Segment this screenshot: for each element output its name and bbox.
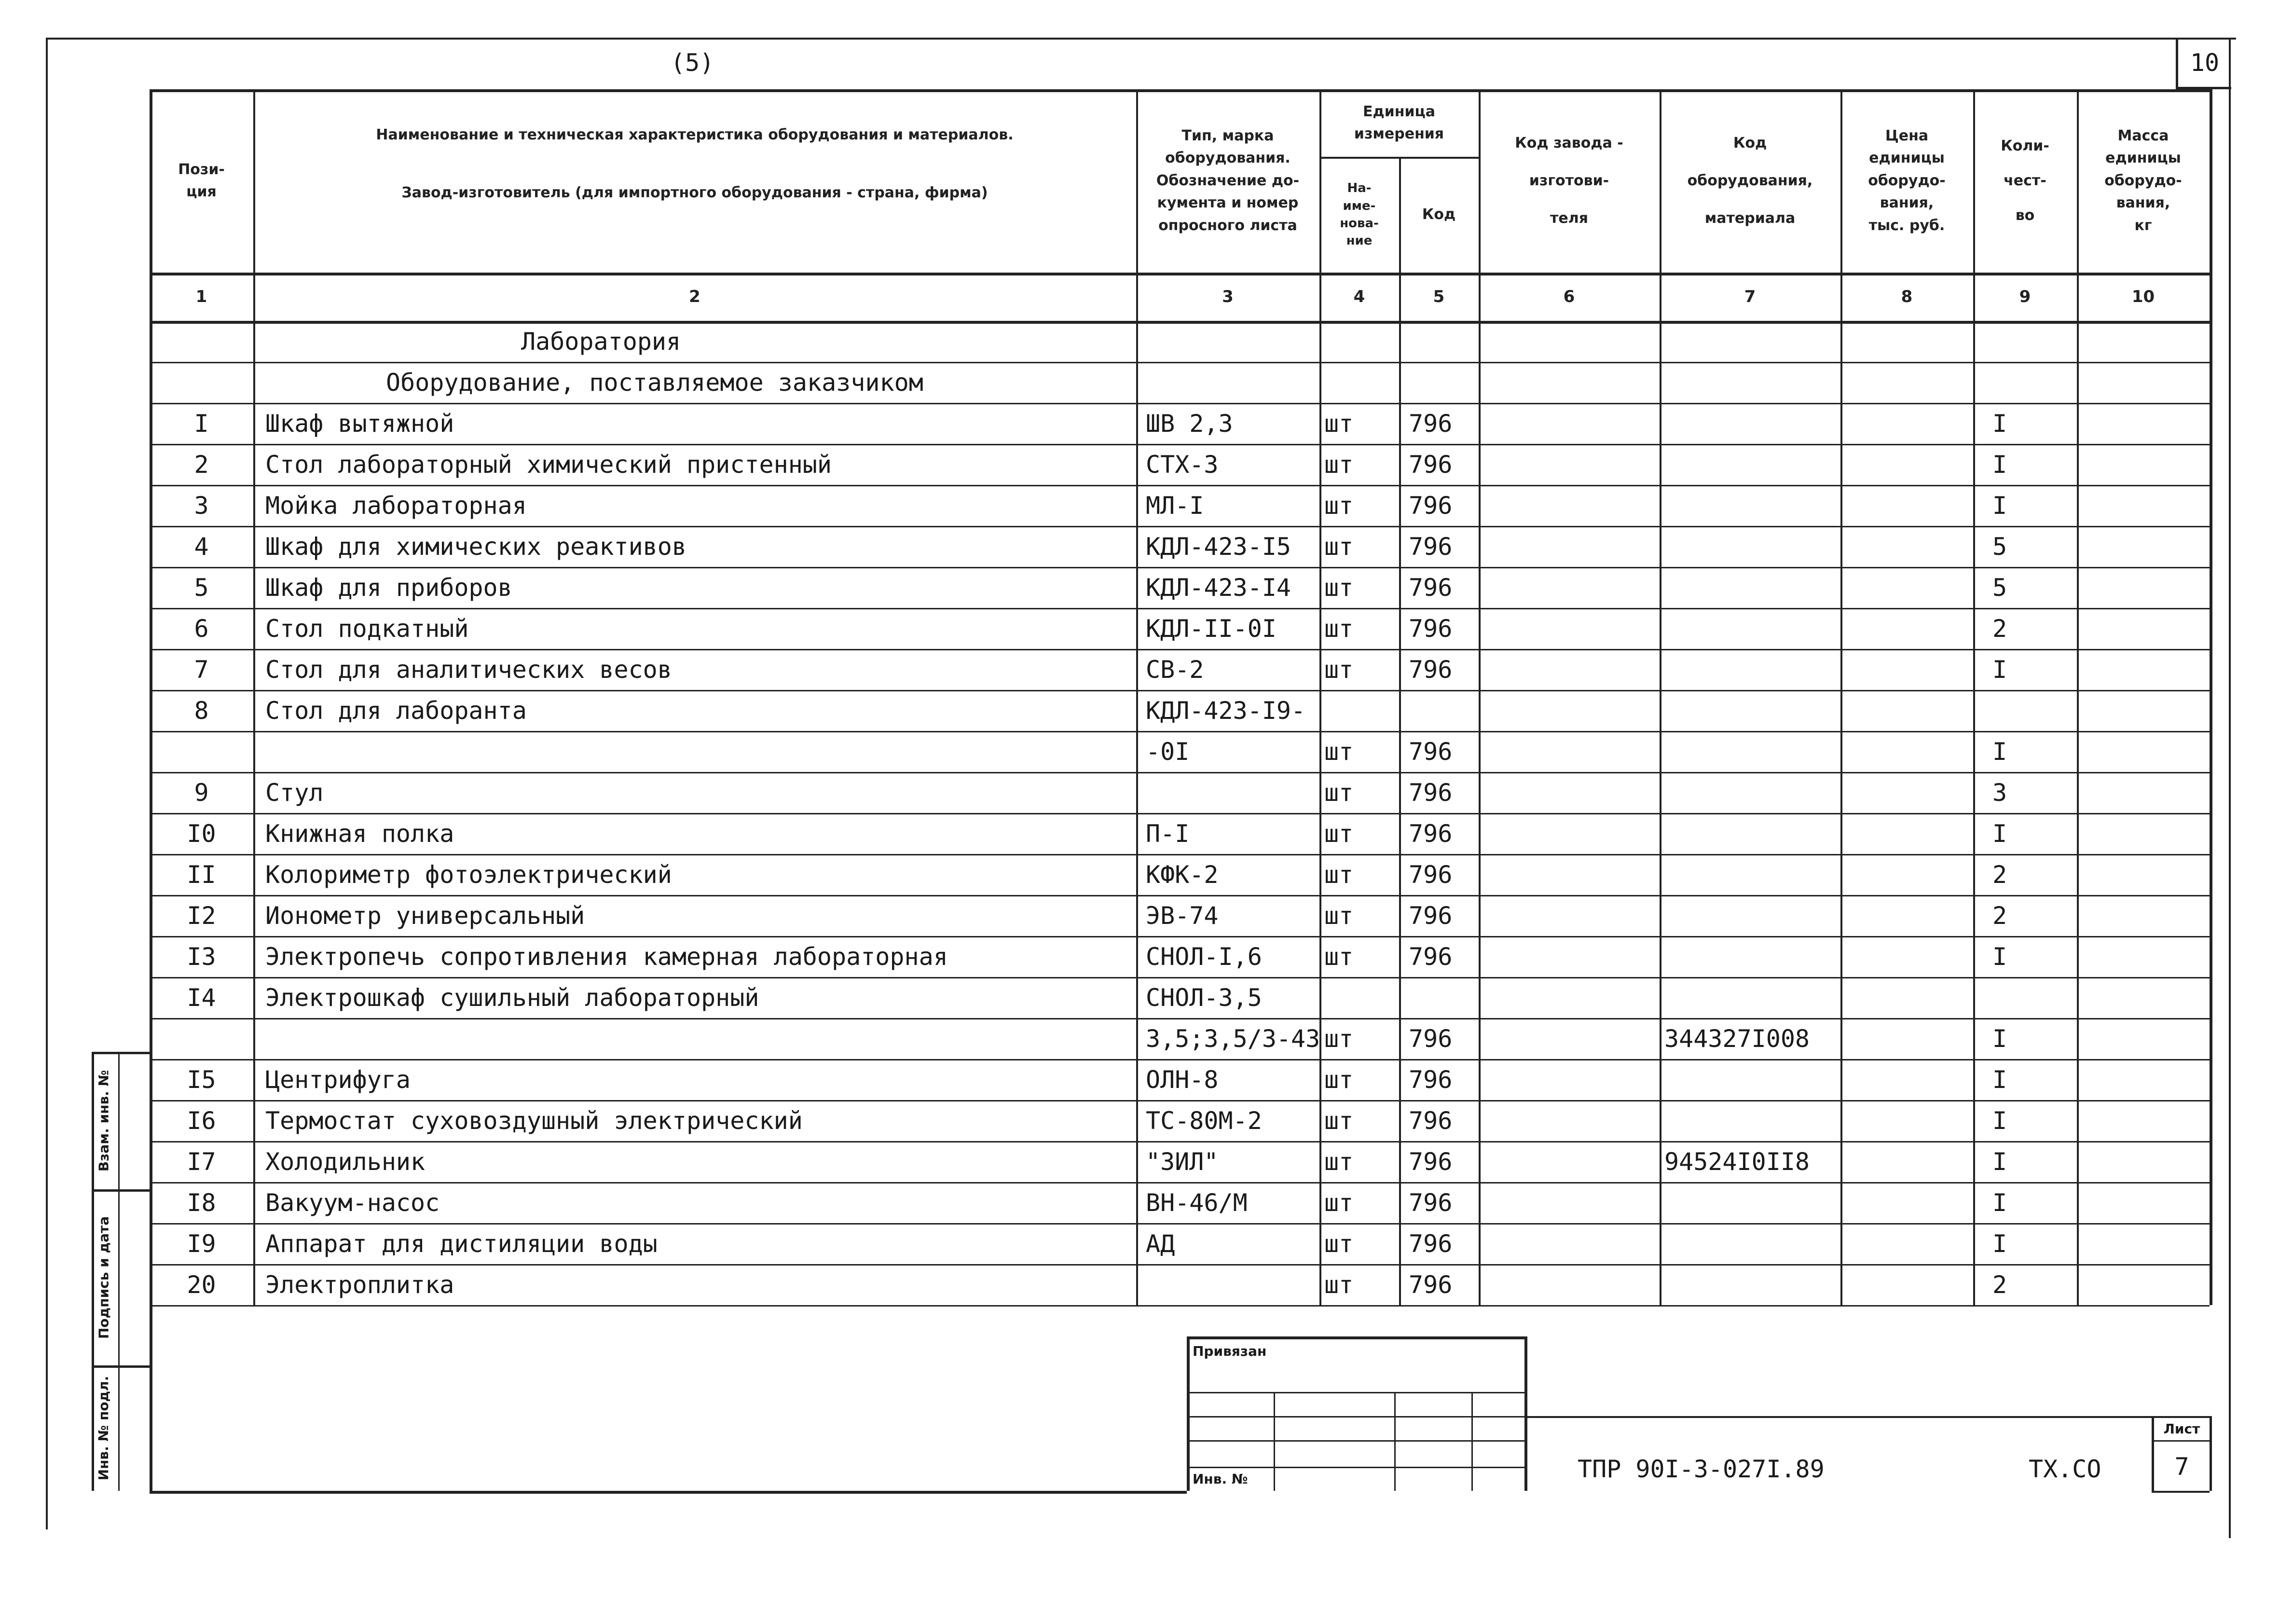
original-inventory-label: Инв. № подл. bbox=[96, 1376, 111, 1481]
row-name: Шкаф для химических реактивов bbox=[265, 532, 686, 561]
row-unit-code: 796 bbox=[1409, 573, 1453, 602]
table-rule bbox=[1187, 1416, 1524, 1418]
header-unit-group: Единица измерения bbox=[1354, 103, 1444, 142]
table-rule bbox=[1399, 157, 1401, 1305]
table-rule bbox=[118, 1365, 120, 1491]
sheet-label: Лист bbox=[2163, 1421, 2200, 1437]
row-name bbox=[265, 1018, 1136, 1059]
row-unit-code: 796 bbox=[1409, 1024, 1453, 1053]
row-quantity: 3 bbox=[1992, 778, 2007, 807]
row-quantity: I bbox=[1992, 491, 2007, 520]
row-position: 6 bbox=[194, 614, 209, 643]
row-unit-code: 796 bbox=[1409, 737, 1453, 766]
row-unit-code: 796 bbox=[1409, 1106, 1453, 1135]
column-number: 3 bbox=[1222, 287, 1234, 306]
row-quantity: 2 bbox=[1992, 901, 2007, 930]
header-mass: Масса единицы оборудо- вания, кг bbox=[2104, 127, 2182, 234]
row-unit-code: 796 bbox=[1409, 1229, 1453, 1258]
row-unit-code: 796 bbox=[1409, 655, 1453, 684]
row-unit-code: 796 bbox=[1409, 614, 1453, 643]
row-name: Холодильник bbox=[265, 1147, 426, 1176]
row-equipment-code bbox=[1664, 444, 1840, 485]
row-unit-code: 796 bbox=[1409, 1065, 1453, 1094]
sheet-value: 7 bbox=[2174, 1453, 2189, 1481]
row-quantity: I bbox=[1992, 819, 2007, 848]
table-rule bbox=[1524, 1416, 2210, 1418]
row-position: 9 bbox=[194, 778, 209, 807]
header-type: Тип, марка оборудования. Обозначение до- кумента и номер опросного листа bbox=[1156, 127, 1300, 234]
row-quantity bbox=[1992, 977, 2077, 1018]
row-equipment-code: 344327I008 bbox=[1664, 1024, 1810, 1053]
row-name: Аппарат для дистиляции воды bbox=[265, 1229, 658, 1258]
row-position: II bbox=[187, 860, 216, 889]
row-name: Вакуум-насос bbox=[265, 1188, 440, 1217]
row-name: Стул bbox=[265, 778, 324, 807]
row-quantity: 5 bbox=[1992, 532, 2007, 561]
row-position: I bbox=[194, 409, 209, 438]
row-type: ЭВ-74 bbox=[1146, 901, 1219, 930]
row-unit: шт bbox=[1324, 860, 1354, 889]
row-unit-code bbox=[1409, 690, 1479, 731]
document-section: ТХ.СО bbox=[2029, 1455, 2101, 1483]
document-code: ТПР 90I-3-027I.89 bbox=[1578, 1455, 1825, 1483]
row-type: "ЗИЛ" bbox=[1146, 1147, 1219, 1176]
row-unit: шт bbox=[1324, 532, 1354, 561]
row-type: КДЛ-423-I5 bbox=[1146, 532, 1291, 561]
row-type: ВН-46/М bbox=[1146, 1188, 1248, 1217]
header-unit-name: На- име- нова- ние bbox=[1340, 181, 1379, 248]
row-unit: шт bbox=[1324, 573, 1354, 602]
header-unit-code: Код bbox=[1422, 206, 1456, 223]
column-number: 8 bbox=[1901, 287, 1913, 306]
row-name: Мойка лабораторная bbox=[265, 491, 527, 520]
row-unit-code: 796 bbox=[1409, 1147, 1453, 1176]
row-type: П-I bbox=[1146, 819, 1190, 848]
table-rule bbox=[2152, 1491, 2210, 1493]
row-type: -0I bbox=[1146, 737, 1190, 766]
row-quantity: I bbox=[1992, 942, 2007, 971]
row-quantity: I bbox=[1992, 1188, 2007, 1217]
row-name: Электропечь сопротивления камерная лабораторная bbox=[265, 942, 948, 971]
row-quantity: I bbox=[1992, 1024, 2007, 1053]
row-name: Центрифуга bbox=[265, 1065, 411, 1094]
table-rule bbox=[1187, 1392, 1524, 1393]
row-unit bbox=[1324, 977, 1399, 1018]
row-position: I4 bbox=[187, 983, 216, 1012]
column-number: 6 bbox=[1563, 287, 1575, 306]
row-equipment-code bbox=[1664, 772, 1840, 813]
row-type: КФК-2 bbox=[1146, 860, 1219, 889]
header-quantity: Коли- чест- во bbox=[2001, 138, 2049, 224]
row-equipment-code bbox=[1664, 1100, 1840, 1141]
row-type: ТС-80М-2 bbox=[1146, 1106, 1262, 1135]
row-position: 5 bbox=[194, 573, 209, 602]
row-unit: шт bbox=[1324, 614, 1354, 643]
row-position: 8 bbox=[194, 696, 209, 725]
outer-frame-left bbox=[46, 39, 48, 1529]
column-number: 2 bbox=[689, 287, 700, 306]
row-unit: шт bbox=[1324, 778, 1354, 807]
row-type: КДЛ-II-0I bbox=[1146, 614, 1277, 643]
row-name: Стол для аналитических весов bbox=[265, 655, 672, 684]
row-name: Термостат суховоздушный электрический bbox=[265, 1106, 803, 1135]
row-quantity: 2 bbox=[1992, 860, 2007, 889]
signature-date-label: Подпись и дата bbox=[96, 1216, 111, 1339]
table-rule bbox=[2152, 1440, 2210, 1442]
column-number: 4 bbox=[1353, 287, 1365, 306]
row-equipment-code bbox=[1664, 854, 1840, 895]
row-quantity: I bbox=[1992, 655, 2007, 684]
table-rule bbox=[118, 1189, 120, 1365]
row-equipment-code: 94524I0II8 bbox=[1664, 1147, 1810, 1176]
row-name: Шкаф для приборов bbox=[265, 573, 512, 602]
row-unit: шт bbox=[1324, 942, 1354, 971]
row-equipment-code bbox=[1664, 977, 1840, 1018]
table-rule bbox=[150, 321, 2210, 324]
row-position bbox=[150, 1018, 253, 1059]
row-unit bbox=[1324, 690, 1399, 731]
row-unit: шт bbox=[1324, 1147, 1354, 1176]
row-unit: шт bbox=[1324, 409, 1354, 438]
table-rule bbox=[150, 1305, 2210, 1307]
row-position: 2 bbox=[194, 450, 209, 479]
replaced-inventory-label: Взам. инв. № bbox=[96, 1070, 111, 1171]
row-quantity: I bbox=[1992, 450, 2007, 479]
row-position: I8 bbox=[187, 1188, 216, 1217]
row-position: I0 bbox=[187, 819, 216, 848]
row-unit-code: 796 bbox=[1409, 1270, 1453, 1299]
row-quantity: 5 bbox=[1992, 573, 2007, 602]
row-position: 20 bbox=[187, 1270, 216, 1299]
row-position: I6 bbox=[187, 1106, 216, 1135]
row-type: ОЛН-8 bbox=[1146, 1065, 1219, 1094]
row-unit-code: 796 bbox=[1409, 819, 1453, 848]
row-name: Электроплитка bbox=[265, 1270, 454, 1299]
row-name: Стол для лаборанта bbox=[265, 696, 527, 725]
header-position: Пози- ция bbox=[178, 161, 225, 200]
row-unit: шт bbox=[1324, 819, 1354, 848]
row-unit-code: 796 bbox=[1409, 409, 1453, 438]
row-type: СВ-2 bbox=[1146, 655, 1204, 684]
outer-frame-right bbox=[2229, 38, 2231, 1538]
row-unit: шт bbox=[1324, 737, 1354, 766]
row-name bbox=[265, 731, 1136, 772]
row-equipment-code bbox=[1664, 813, 1840, 854]
row-unit-code: 796 bbox=[1409, 901, 1453, 930]
row-equipment-code bbox=[1664, 608, 1840, 649]
table-rule bbox=[1471, 1392, 1473, 1491]
table-rule bbox=[2210, 1416, 2212, 1491]
row-type bbox=[1146, 1264, 1319, 1305]
row-quantity: I bbox=[1992, 1229, 2007, 1258]
row-position: 3 bbox=[194, 491, 209, 520]
row-quantity: 2 bbox=[1992, 1270, 2007, 1299]
inventory-label: Инв. № bbox=[1193, 1471, 1248, 1487]
column-number: 9 bbox=[2019, 287, 2031, 306]
row-quantity: I bbox=[1992, 737, 2007, 766]
row-type: АД bbox=[1146, 1229, 1175, 1258]
row-equipment-code bbox=[1664, 731, 1840, 772]
table-rule bbox=[1394, 1392, 1396, 1491]
row-unit: шт bbox=[1324, 491, 1354, 520]
row-position: I3 bbox=[187, 942, 216, 971]
row-unit-code: 796 bbox=[1409, 450, 1453, 479]
row-unit: шт bbox=[1324, 1024, 1354, 1053]
row-type: ШВ 2,3 bbox=[1146, 409, 1233, 438]
row-name: Ионометр универсальный bbox=[265, 901, 585, 930]
row-unit-code: 796 bbox=[1409, 778, 1453, 807]
row-name: Книжная полка bbox=[265, 819, 454, 848]
row-position: 7 bbox=[194, 655, 209, 684]
bound-label: Привязан bbox=[1193, 1343, 1267, 1359]
table-rule bbox=[1274, 1392, 1275, 1491]
header-price: Цена единицы оборудо- вания, тыс. руб. bbox=[1868, 127, 1946, 234]
row-type: КДЛ-423-I4 bbox=[1146, 573, 1291, 602]
row-position: I5 bbox=[187, 1065, 216, 1094]
row-type: СНОЛ-3,5 bbox=[1146, 983, 1262, 1012]
row-unit: шт bbox=[1324, 1229, 1354, 1258]
row-position: I7 bbox=[187, 1147, 216, 1176]
row-equipment-code bbox=[1664, 567, 1840, 608]
row-quantity: I bbox=[1992, 409, 2007, 438]
row-name: Электрошкаф сушильный лабораторный bbox=[265, 983, 759, 1012]
row-equipment-code bbox=[1664, 1182, 1840, 1223]
row-name: Шкаф вытяжной bbox=[265, 409, 454, 438]
column-number: 1 bbox=[195, 287, 207, 306]
table-rule bbox=[2210, 89, 2212, 1305]
row-quantity bbox=[1992, 690, 2077, 731]
table-rule bbox=[1187, 1440, 1524, 1442]
row-position: I9 bbox=[187, 1229, 216, 1258]
column-number: 10 bbox=[2131, 287, 2155, 306]
row-name: Стол подкатный bbox=[265, 614, 469, 643]
row-equipment-code bbox=[1664, 936, 1840, 977]
row-position bbox=[150, 731, 253, 772]
row-unit: шт bbox=[1324, 901, 1354, 930]
row-quantity: I bbox=[1992, 1147, 2007, 1176]
header-name-line2: Завод-изготовитель (для импортного оборудования - страна, фирма) bbox=[401, 184, 988, 201]
row-equipment-code bbox=[1664, 649, 1840, 690]
row-unit: шт bbox=[1324, 1106, 1354, 1135]
row-name: Колориметр фотоэлектрический bbox=[265, 860, 672, 889]
row-type bbox=[1146, 772, 1319, 813]
corner-number: (5) bbox=[671, 49, 714, 77]
row-equipment-code bbox=[1664, 690, 1840, 731]
row-quantity: I bbox=[1992, 1106, 2007, 1135]
column-number: 7 bbox=[1744, 287, 1756, 306]
row-equipment-code bbox=[1664, 485, 1840, 526]
column-number: 5 bbox=[1433, 287, 1445, 306]
row-position: I2 bbox=[187, 901, 216, 930]
row-equipment-code bbox=[1664, 403, 1840, 444]
row-quantity: 2 bbox=[1992, 614, 2007, 643]
row-unit: шт bbox=[1324, 450, 1354, 479]
row-type: 3,5;3,5/3-43 bbox=[1146, 1024, 1320, 1053]
row-type: СТХ-3 bbox=[1146, 450, 1219, 479]
row-type: МЛ-I bbox=[1146, 491, 1204, 520]
sheet-number: 10 bbox=[2176, 39, 2231, 89]
table-rule bbox=[1524, 1336, 1527, 1491]
table-rule bbox=[118, 1052, 120, 1189]
row-unit: шт bbox=[1324, 655, 1354, 684]
row-unit-code: 796 bbox=[1409, 491, 1453, 520]
header-equipment-code: Код оборудования, материала bbox=[1687, 135, 1813, 227]
row-unit-code: 796 bbox=[1409, 860, 1453, 889]
outer-frame-top bbox=[46, 38, 2236, 40]
header-factory-code: Код завода - изготови- теля bbox=[1515, 135, 1623, 227]
row-equipment-code bbox=[1664, 1223, 1840, 1264]
row-type: КДЛ-423-I9- bbox=[1146, 696, 1306, 725]
row-name: Стол лабораторный химический пристенный bbox=[265, 450, 832, 479]
table-rule bbox=[150, 1305, 152, 1491]
row-unit: шт bbox=[1324, 1065, 1354, 1094]
section-heading: Оборудование, поставляемое заказчиком bbox=[386, 368, 923, 397]
row-unit: шт bbox=[1324, 1188, 1354, 1217]
table-rule bbox=[253, 89, 255, 1305]
row-equipment-code bbox=[1664, 1264, 1840, 1305]
table-rule bbox=[150, 1491, 1187, 1494]
table-rule bbox=[92, 1052, 94, 1491]
section-heading: Лаборатория bbox=[521, 327, 681, 356]
row-equipment-code bbox=[1664, 1059, 1840, 1100]
header-name-line1: Наименование и техническая характеристика оборудования и материалов. bbox=[376, 126, 1014, 143]
row-unit-code: 796 bbox=[1409, 942, 1453, 971]
row-type: СНОЛ-I,6 bbox=[1146, 942, 1262, 971]
row-quantity: I bbox=[1992, 1065, 2007, 1094]
row-position: 4 bbox=[194, 532, 209, 561]
row-equipment-code bbox=[1664, 895, 1840, 936]
row-unit-code: 796 bbox=[1409, 532, 1453, 561]
row-unit: шт bbox=[1324, 1270, 1354, 1299]
row-unit-code: 796 bbox=[1409, 1188, 1453, 1217]
row-equipment-code bbox=[1664, 526, 1840, 567]
row-unit-code bbox=[1409, 977, 1479, 1018]
